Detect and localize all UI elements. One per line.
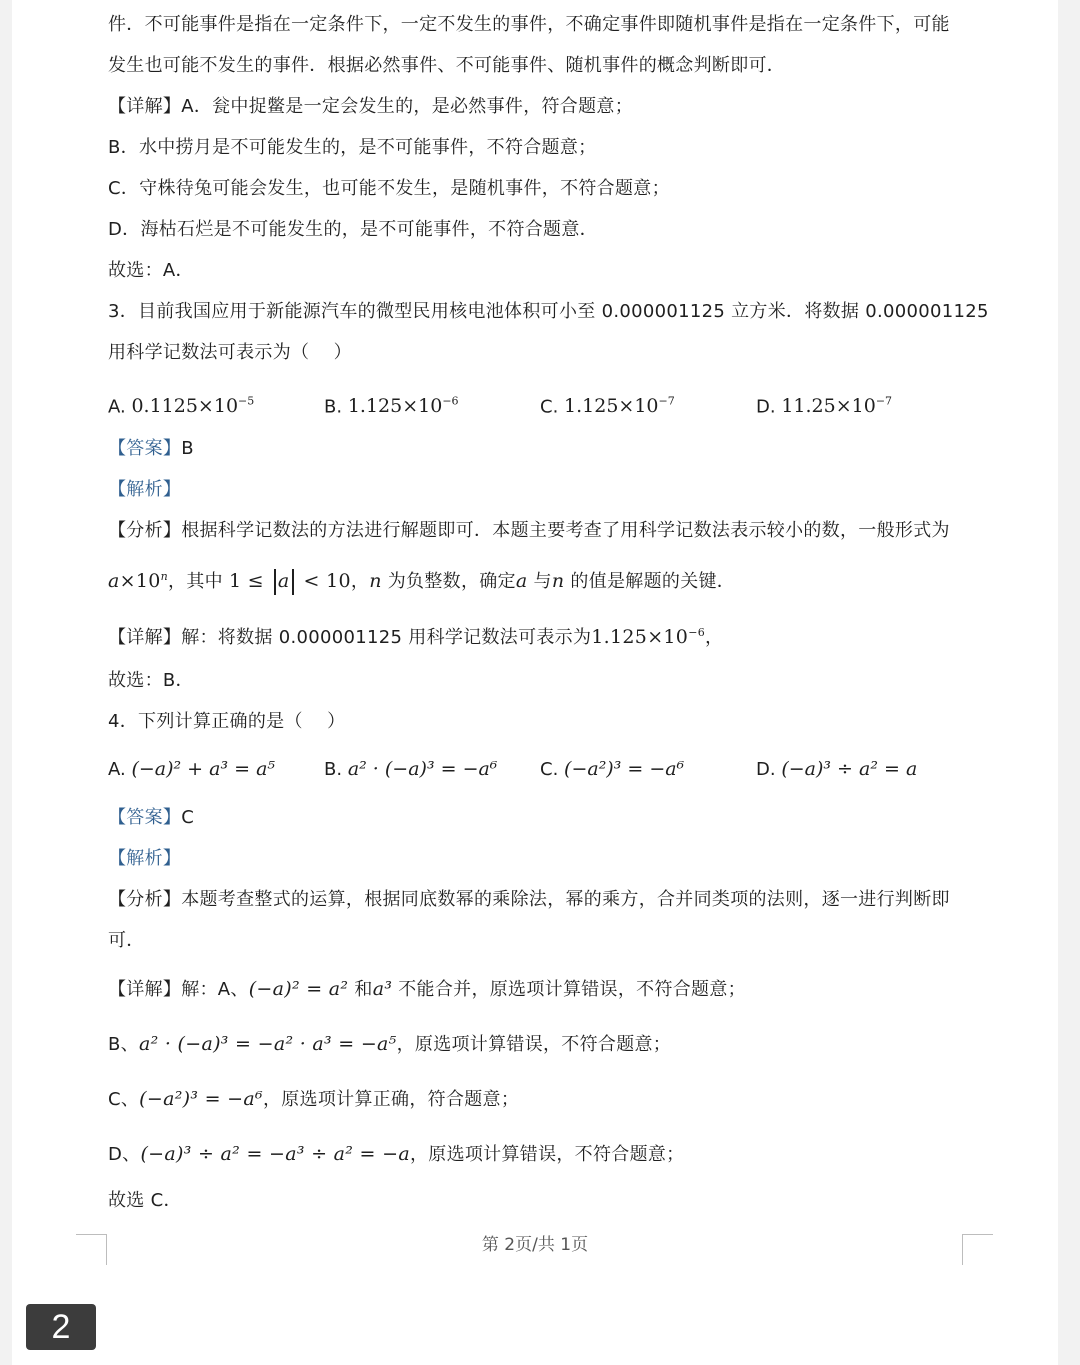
text: 和 bbox=[348, 979, 373, 1000]
q4-option-d bbox=[756, 756, 917, 783]
option-label: D. bbox=[756, 759, 776, 780]
math-exponent: −6 bbox=[688, 626, 706, 639]
text: ，原选项计算错误，不符合题意； bbox=[396, 1034, 672, 1055]
text: 不能合并，原选项计算错误，不符合题意； bbox=[392, 979, 746, 1000]
answer-value: C bbox=[181, 807, 195, 828]
q3-choose: 故选：B． bbox=[108, 670, 194, 691]
page-footer: 第 2页/共 1页 bbox=[481, 1235, 589, 1255]
option-math: (−a²)³ = −a⁶ bbox=[564, 758, 685, 780]
text-line: B．水中捞月是不可能发生的，是不可能事件，不符合题意； bbox=[108, 137, 597, 158]
q3-fenxi: 【分析】根据科学记数法的方法进行解题即可．本题主要考查了用科学记数法表示较小的数，一般形式为 bbox=[108, 520, 950, 541]
option-math bbox=[348, 395, 459, 417]
option-math bbox=[131, 395, 254, 417]
option-math bbox=[564, 395, 675, 417]
text: 的值是解题的关键． bbox=[564, 571, 736, 592]
q4-detail-c bbox=[108, 1086, 519, 1113]
answer-value: B bbox=[181, 438, 194, 459]
q4-analysis-tag: 【解析】 bbox=[108, 848, 182, 869]
math-expr: a² · (−a)³ = −a² · a³ = −a⁵ bbox=[138, 1033, 397, 1055]
q3-option-b bbox=[324, 389, 459, 420]
q4-fenxi: 【分析】本题考查整式的运算，根据同底数幂的乘除法，幂的乘方，合并同类项的法则，逐一进行判断即 bbox=[108, 889, 950, 910]
text-line: 发生也可能不发生的事件．根据必然事件、不可能事件、随机事件的概念判断即可． bbox=[108, 55, 786, 76]
q3-analysis-tag: 【解析】 bbox=[108, 479, 182, 500]
text-line: 件．不可能事件是指在一定条件下，一定不发生的事件，不确定事件即随机事件是指在一定条件下，可能 bbox=[108, 14, 950, 35]
q4-fenxi: 可． bbox=[108, 930, 145, 951]
q3-form-line bbox=[108, 564, 735, 595]
q3-answer bbox=[108, 436, 194, 462]
math-var: a bbox=[277, 570, 290, 592]
question-4-stem: 4．下列计算正确的是（ ） bbox=[108, 711, 346, 732]
abs-bar bbox=[292, 569, 294, 595]
q4-answer bbox=[108, 805, 194, 831]
option-label: A. bbox=[108, 396, 126, 418]
option-label: A. bbox=[108, 759, 126, 780]
text: 与 bbox=[527, 571, 552, 592]
option-label: B. bbox=[324, 759, 343, 780]
q4-detail-b bbox=[108, 1031, 671, 1058]
text: B、 bbox=[108, 1034, 139, 1055]
option-label: C. bbox=[540, 759, 559, 780]
q3-option-d bbox=[756, 389, 892, 420]
math-var: a bbox=[515, 570, 528, 592]
text-line: D．海枯石烂是不可能发生的，是不可能事件，不符合题意． bbox=[108, 219, 598, 240]
math-var: n bbox=[369, 570, 382, 592]
q4-detail-a bbox=[108, 976, 746, 1003]
text: ，原选项计算正确，符合题意； bbox=[262, 1089, 520, 1110]
math-var: a bbox=[108, 570, 120, 592]
text: 【详解】解：A、 bbox=[108, 979, 249, 1000]
q3-detail bbox=[108, 620, 723, 651]
math-times: ×10 bbox=[119, 570, 161, 592]
text: ， bbox=[350, 571, 370, 592]
question-3-stem: 用科学记数法可表示为（ ） bbox=[108, 342, 352, 363]
q4-option-b bbox=[324, 756, 497, 783]
math-ineq: < 10 bbox=[303, 570, 351, 592]
document-page bbox=[12, 0, 1058, 1365]
abs-bar bbox=[274, 569, 276, 595]
text-line: 【详解】A．瓮中捉鳖是一定会发生的，是必然事件，符合题意； bbox=[108, 96, 634, 117]
option-label: C. bbox=[540, 396, 559, 418]
math-exponent: −7 bbox=[658, 395, 675, 408]
text-line: C．守株待兔可能会发生，也可能不发生，是随机事件，不符合题意； bbox=[108, 178, 670, 199]
page-number-badge[interactable]: 2 bbox=[26, 1304, 96, 1350]
math-base: 1.125×10 bbox=[347, 395, 443, 418]
q4-detail-d bbox=[108, 1141, 684, 1168]
text: ， bbox=[705, 627, 724, 648]
text: C、 bbox=[108, 1089, 140, 1110]
q3-option-a bbox=[108, 389, 254, 420]
math-base: 11.25×10 bbox=[781, 395, 876, 418]
text: ，其中 bbox=[168, 571, 223, 592]
math-expr: (−a²)³ = −a⁶ bbox=[139, 1088, 263, 1110]
option-label: D. bbox=[756, 396, 776, 418]
option-math: (−a)² + a³ = a⁵ bbox=[131, 758, 276, 780]
text: ，原选项计算错误，不符合题意； bbox=[409, 1144, 685, 1165]
option-math bbox=[781, 395, 892, 417]
math-base: 0.1125×10 bbox=[131, 395, 239, 418]
math-expr: (−a)² = a² bbox=[248, 978, 349, 1000]
math-exponent: −5 bbox=[238, 395, 255, 408]
text-line: 故选：A． bbox=[108, 260, 194, 281]
math-var: n bbox=[551, 570, 565, 592]
q4-option-c bbox=[540, 756, 684, 783]
math-base: 1.125×10 bbox=[564, 395, 659, 418]
option-math: a² · (−a)³ = −a⁶ bbox=[347, 758, 498, 780]
math-exponent: −7 bbox=[875, 395, 893, 408]
math-expr: a³ bbox=[372, 978, 393, 1000]
text: D、 bbox=[108, 1144, 141, 1165]
option-label: B. bbox=[324, 396, 343, 418]
q4-option-a bbox=[108, 756, 275, 783]
text: 【详解】解：将数据 0.000001125 用科学记数法可表示为 bbox=[108, 627, 592, 648]
answer-tag: 【答案】 bbox=[108, 807, 182, 828]
question-3-stem: 3．目前我国应用于新能源汽车的微型民用核电池体积可小至 0.000001125 立方米．将数据 0.000001125 bbox=[108, 301, 989, 322]
text: 为负整数，确定 bbox=[381, 571, 516, 592]
q4-choose: 故选 C． bbox=[108, 1190, 182, 1211]
math-ineq: 1 ≤ bbox=[228, 570, 264, 592]
math-expr: (−a)³ ÷ a² = −a³ ÷ a² = −a bbox=[140, 1143, 410, 1165]
math-exponent: −6 bbox=[442, 395, 459, 408]
math-exponent: n bbox=[160, 570, 169, 583]
option-math: (−a)³ ÷ a² = a bbox=[781, 758, 918, 780]
q3-option-c bbox=[540, 389, 675, 420]
answer-tag: 【答案】 bbox=[108, 438, 182, 459]
math-base: 1.125×10 bbox=[591, 626, 689, 648]
